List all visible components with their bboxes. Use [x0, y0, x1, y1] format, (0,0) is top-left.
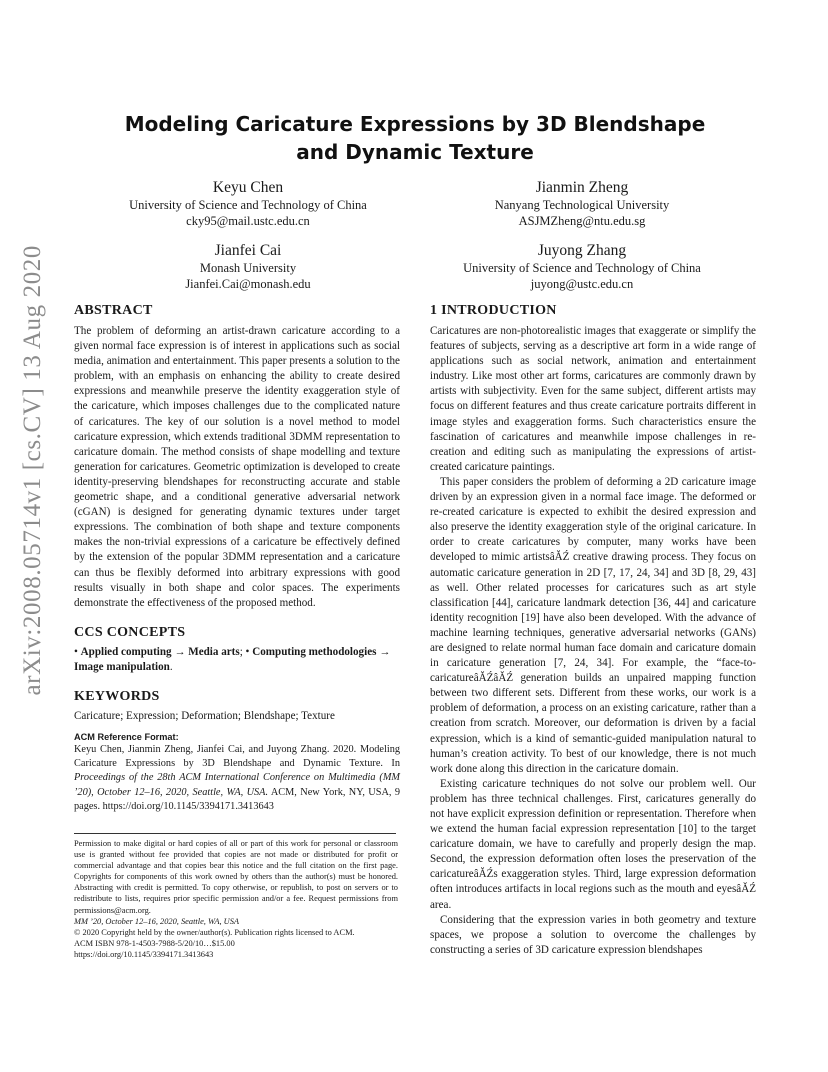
ccs-separator: ; • [239, 645, 250, 658]
author-name: Keyu Chen [212, 179, 284, 196]
right-column [430, 302, 756, 958]
author-email[interactable]: cky95@mail.ustc.edu.cn [186, 214, 310, 228]
author-name: Jianmin Zheng [535, 179, 629, 196]
keywords-text: Caricature; Expression; Deformation; Blendshape; Texture [74, 709, 335, 722]
introduction-heading: 1 INTRODUCTION [430, 303, 557, 318]
isbn-line: ACM ISBN 978-1-4503-7988-5/20/10…$15.00 [74, 938, 235, 948]
ccs-heading: CCS CONCEPTS [74, 624, 186, 640]
author-name: Jianfei Cai [214, 242, 282, 259]
ccs-end: . [169, 660, 173, 673]
intro-paragraph: Caricatures are non-photorealistic images that exaggerate or simplify the features of subjects, serving as a descriptive art form in a wide range of applications such as social network, animation and entertainment industry. Like most other art forms, caricatures are commonly drawn by artists with subjectivity. Even for the same subject, different artists may focus on different features and thus create caricature portraits different in image styles and exaggeration forms. Such characteristics ensure the fascination of caricatures and meanwhile impose challenges in re-creation and editing such as manipulating the expressions of artist-created caricature paintings. [430, 325, 756, 473]
intro-paragraph: Existing caricature techniques do not solve our problem well. Our problem has three technical challenges. First, caricatures generally do not have explicit expression definition or representation. Therefore when we extend the human facial expression representation [10] to the target caricature domain, we have to carefully and properly design the map. Second, the expression deformation often loses the preservation of the caricatureâĂŹs exaggeration styles. Third, large expression deformation often introduces artifacts in local regions such as the mouth and eyesâĂŹ area. [430, 777, 756, 911]
ccs-concepts [74, 645, 400, 675]
author-affiliation: University of Science and Technology of China [463, 261, 701, 275]
abstract-heading: ABSTRACT [74, 303, 153, 318]
author-email[interactable]: ASJMZheng@ntu.edu.sg [518, 214, 646, 228]
copyright-footnote [74, 838, 398, 960]
keywords-heading: KEYWORDS [74, 688, 160, 704]
footnote-divider [74, 833, 396, 834]
paper-title: Modeling Caricature Expressions by 3D Blendshape and Dynamic Texture [124, 112, 706, 164]
author-block-2 [422, 178, 742, 229]
copyright-line: © 2020 Copyright held by the owner/author(s). Publication rights licensed to ACM. [74, 927, 355, 937]
author-block-4 [422, 241, 742, 292]
arxiv-identifier: arXiv:2008.05714v1 [cs.CV] 13 Aug 2020 [19, 244, 46, 696]
left-column [74, 302, 400, 814]
conference-line: MM ’20, October 12–16, 2020, Seattle, WA, USA [74, 916, 240, 926]
reference-pre: Keyu Chen, Jianmin Zheng, Jianfei Cai, and Juyong Zhang. 2020. Modeling Caricature Expressions by 3D Blendshape and Dynamic Texture. In [74, 744, 400, 770]
intro-paragraph: This paper considers the problem of deforming a 2D caricature image driven by an expression given in a normal face image. The deformed or re-created caricature is expected to exhibit the desired expression and also preserve the identity exaggeration style of the original caricature. In order to create caricatures by computer, many works have been developed to mimic artistsâĂŹ creative drawing process. They focus on automatic caricature generation in 2D [7, 17, 24, 34] and 3D [8, 29, 43] as well. Other related processes for caricatures such as art style classification [44], caricature landmark detection [36, 44] and caricature identity recognition [19] have also been developed. With the advance of machine learning techniques, generative adversarial networks (GANs) are designed to relate normal human face domain and caricature domain in caricature generation [7, 24, 34]. For example, the “face-to-caricatureâĂŹâĂŹ generation builds an unpaired mapping function between two different sets. Different from these works, our work is a problem of deformation, a process on an existing caricature, rather than a creation from scratch. Moreover, our deformation is driven by a facial expression, which is a kind of semantic-guided manipulation natural to human’s creation activity. To best of our knowledge, there is not much work done along this direction in the caricature domain. [430, 475, 756, 775]
doi-link[interactable]: https://doi.org/10.1145/3394171.3413643 [74, 949, 214, 959]
ccs-concept-2: Computing methodologies → Image manipulation [74, 645, 391, 673]
author-block-3 [88, 241, 408, 292]
author-name: Juyong Zhang [537, 242, 627, 259]
author-affiliation: Monash University [199, 261, 297, 275]
author-block-1 [88, 178, 408, 229]
author-affiliation: University of Science and Technology of China [129, 198, 367, 212]
permission-notice: Permission to make digital or hard copies of all or part of this work for personal or classroom use is granted without fee provided that copies are not made or distributed for profit or commercial advantage and that copies bear this notice and the full citation on the first page. Copyrights for components of this work owned by others than the author(s) must be honored. Abstracting with credit is permitted. To copy otherwise, or republish, to post on servers or to redistribute to lists, requires prior specific permission and/or a fee. Request permissions from permissions@acm.org. [74, 839, 398, 915]
reference-post: ACM, New York, NY, USA, 9 pages. https://doi.org/10.1145/3394171.3413643 [74, 786, 400, 812]
reference-venue: Proceedings of the 28th ACM International Conference on Multimedia (MM ’20), October 12–16, 2020, Seattle, WA, USA. [74, 772, 400, 798]
author-email[interactable]: Jianfei.Cai@monash.edu [185, 277, 311, 291]
intro-paragraph: Considering that the expression varies in both geometry and texture spaces, we propose a solution to overcome the challenges by constructing a series of 3D caricature expression blendshapes [430, 913, 756, 956]
ccs-concept-1: Applied computing → Media arts [80, 645, 240, 658]
abstract-text: The problem of deforming an artist-drawn caricature according to a given normal face expression is of interest in applications such as social media, animation and entertainment. This paper presents a solution to the problem, with an emphasis on enhancing the ability to create desired expressions and meanwhile preserve the identity exaggeration style of the caricature, which imposes challenges due to the complicated nature of caricatures. The key of our solution is a novel method to model caricature expression, which extends traditional 3DMM representation to caricature domain. The method consists of shape modelling and texture generation for caricatures. Geometric optimization is developed to create identity-preserving blendshapes for reconstructing accurate and stable geometric shape, and a conditional generative adversarial network (cGAN) is designed for generating dynamic textures under target expressions. The combination of both shape and texture components makes the non-trivial expressions of a caricature be effectively defined by the extension of the popular 3DMM representation and a caricature can thus be flexibly deformed into arbitrary expressions with good results visually in both shape and color spaces. The experiments demonstrate the effectiveness of the proposed method. [74, 325, 400, 609]
author-email[interactable]: juyong@ustc.edu.cn [530, 277, 634, 291]
arxiv-sidebar-stamp [12, 170, 54, 770]
ccs-bullet: • [74, 645, 78, 658]
reference-format-text [74, 743, 400, 814]
reference-format-heading: ACM Reference Format: [74, 732, 179, 743]
author-affiliation: Nanyang Technological University [494, 198, 670, 212]
